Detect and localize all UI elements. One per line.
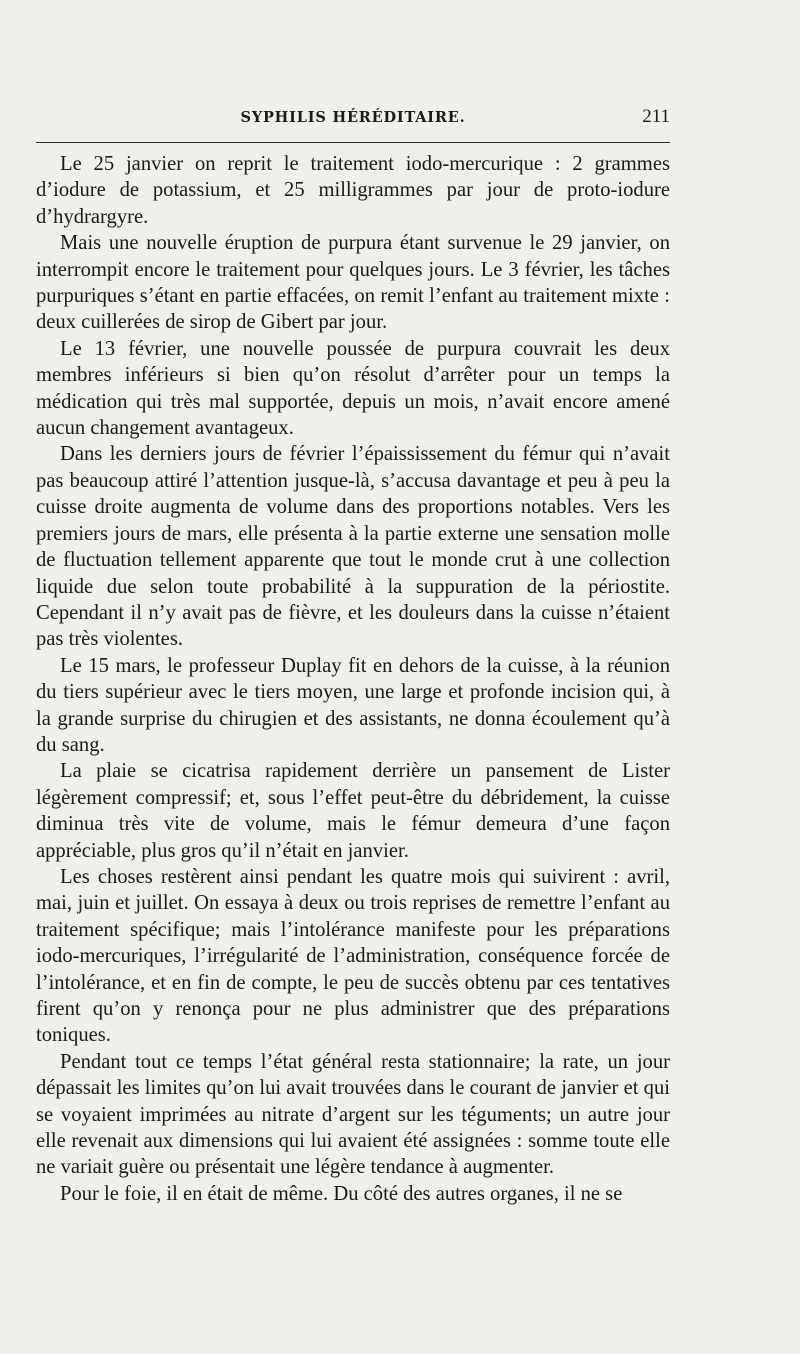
paragraph-8: Pendant tout ce temps l’état général resta stationnaire; la rate, un jour dépassait les limites qu’on lui avait trouvées dans le courant de janvier et qui se voyaient imprimées au nitrate d’argent sur les téguments; un autre jour elle revenait aux dimensions qui lui avaient été assignées : somme toute elle ne variait guère ou présentait une légère tendance à augmenter. bbox=[36, 1050, 670, 1179]
paragraph-7: Les choses restèrent ainsi pendant les quatre mois qui suivirent : avril, mai, juin et juillet. On essaya à deux ou trois reprises de remettre l’enfant au traitement spécifique; mais l’intolérance manifeste pour les préparations iodo-mercuriques, l’irrégularité de l’administration, conséquence forcée de l’intolérance, et en fin de compte, le peu de succès obtenu par ces tentatives firent qu’on y renonça pour ne plus administrer que des préparations toniques. bbox=[36, 865, 670, 1047]
paragraph-3: Le 13 février, une nouvelle poussée de purpura couvrait les deux membres inférieurs si bien qu’on résolut d’arrêter pour un temps la médication qui très mal supportée, depuis un mois, n’avait encore amené aucun changement avantageux. bbox=[36, 337, 670, 440]
paragraph-9: Pour le foie, il en était de même. Du côté des autres organes, il ne se bbox=[60, 1182, 623, 1205]
paragraph-5: Le 15 mars, le professeur Duplay fit en dehors de la cuisse, à la réunion du tiers supérieur avec le tiers moyen, une large et profonde incision qui, à la grande surprise du chirugien et des assistants, ne donna écoulement qu’à du sang. bbox=[36, 654, 670, 756]
running-title: SYPHILIS HÉRÉDITAIRE. bbox=[240, 109, 466, 126]
body-text bbox=[36, 151, 670, 1207]
running-head bbox=[36, 106, 670, 134]
page-number: 211 bbox=[642, 106, 670, 127]
header-rule bbox=[36, 142, 670, 143]
paragraph-6: La plaie se cicatrisa rapidement derrière un pansement de Lister légèrement compressif; et, sous l’effet peut-être du débridement, la cuisse diminua très vite de volume, mais le fémur demeura d’une façon appréciable, plus gros qu’il n’était en janvier. bbox=[36, 760, 670, 862]
paragraph-1: Le 25 janvier on reprit le traitement iodo-mercurique : 2 grammes d’iodure de potassium, et 25 milligrammes par jour de proto-iodure d’hydrargyre. bbox=[36, 153, 670, 228]
paragraph-4: Dans les derniers jours de février l’épaississement du fémur qui n’avait pas beaucoup attiré l’attention jusque-là, s’accusa davantage et peu à peu la cuisse droite augmenta de volume dans des proportions notables. Vers les premiers jours de mars, elle présenta à la partie externe une sensation molle de fluctuation tellement apparente que tout le monde crut à une collection liquide due selon toute probabilité à la suppuration de la périostite. Cependant il n’y avait pas de fièvre, et les douleurs dans la cuisse n’étaient pas très violentes. bbox=[36, 443, 670, 651]
paragraph-2: Mais une nouvelle éruption de purpura étant survenue le 29 janvier, on interrompit encore le traitement pour quelques jours. Le 3 février, les tâches purpuriques s’étant en partie effacées, on remit l’enfant au traitement mixte : deux cuillerées de sirop de Gibert par jour. bbox=[36, 232, 670, 334]
